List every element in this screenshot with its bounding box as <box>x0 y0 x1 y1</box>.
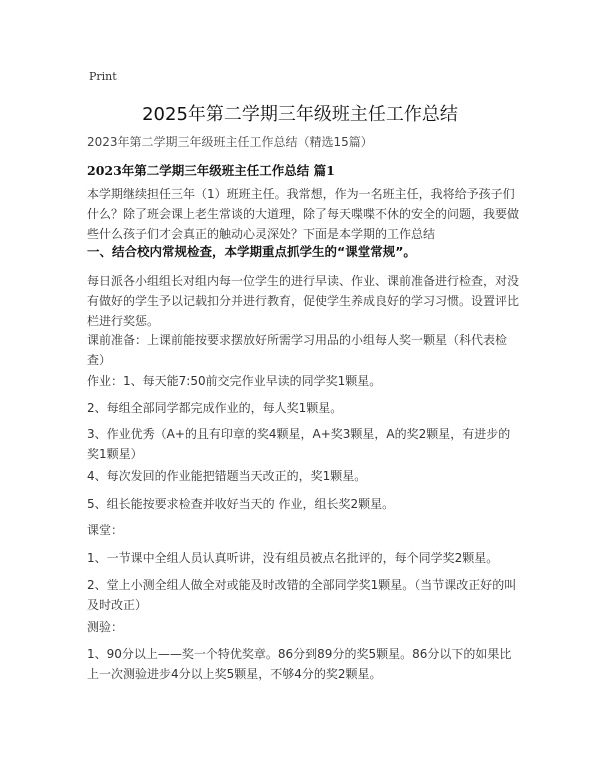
intro-paragraph: 本学期继续担任三年（1）班班主任。我常想，作为一名班主任，我将给予孩子们什么？除了班会课上老生常谈的大道理，除了每天喋喋不休的安全的问题，我要做些什么孩子们才会真正的触动心灵深处？下面是本学期的工作总结 <box>87 187 520 241</box>
page-title: 2025年第二学期三年级班主任工作总结 <box>142 104 458 125</box>
paragraph-homework-5: 5、组长能按要求检查并收好当天的 作业，组长奖2颗星。 <box>87 497 395 511</box>
paragraph-classroom-label: 课堂： <box>87 523 124 537</box>
paragraph-test-1: 1、90分以上——奖一个特优奖章。86分到89分的奖5颗星。86分以下的如果比上一次测验进步4分以上奖5颗星，不够4分的奖2颗星。 <box>87 647 512 681</box>
paragraph-inspection: 每日派各小组组长对组内每一位学生的进行早读、作业、课前准备进行检查，对没有做好的学生予以记载扣分并进行教育，促使学生养成良好的学习习惯。设置评比栏进行奖惩。 <box>87 274 520 328</box>
section-title: 2023年第二学期三年级班主任工作总结 篇1 <box>87 163 335 178</box>
paragraph-test-label: 测验： <box>87 620 124 634</box>
print-link[interactable]: Print <box>89 70 117 83</box>
paragraph-homework-1: 作业：1、每天能7:50前交完作业早读的同学奖1颗星。 <box>87 374 382 388</box>
paragraph-classroom-2: 2、堂上小测全组人做全对或能及时改错的全部同学奖1颗星。（当节课改正好的叫及时改正） <box>87 578 517 612</box>
paragraph-preparation: 课前准备：上课前能按要求摆放好所需学习用品的小组每人奖一颗星（科代表检查） <box>87 333 508 367</box>
paragraph-homework-3: 3、作业优秀（A+的且有印章的奖4颗星，A+奖3颗星，A的奖2颗星，有进步的奖1颗星） <box>87 427 511 461</box>
paragraph-homework-2: 2、每组全部同学都完成作业的，每人奖1颗星。 <box>87 401 343 415</box>
paragraph-classroom-1: 1、一节课中全组人员认真听讲，没有组员被点名批评的，每个同学奖2颗星。 <box>87 551 499 565</box>
paragraph-homework-4: 4、每次发回的作业能把错题当天改正的，奖1颗星。 <box>87 469 367 483</box>
document-subtitle: 2023年第二学期三年级班主任工作总结（精选15篇） <box>87 135 373 149</box>
section-heading-1: 一、结合校内常规检查，本学期重点抓学生的“课堂常规”。 <box>87 244 416 259</box>
